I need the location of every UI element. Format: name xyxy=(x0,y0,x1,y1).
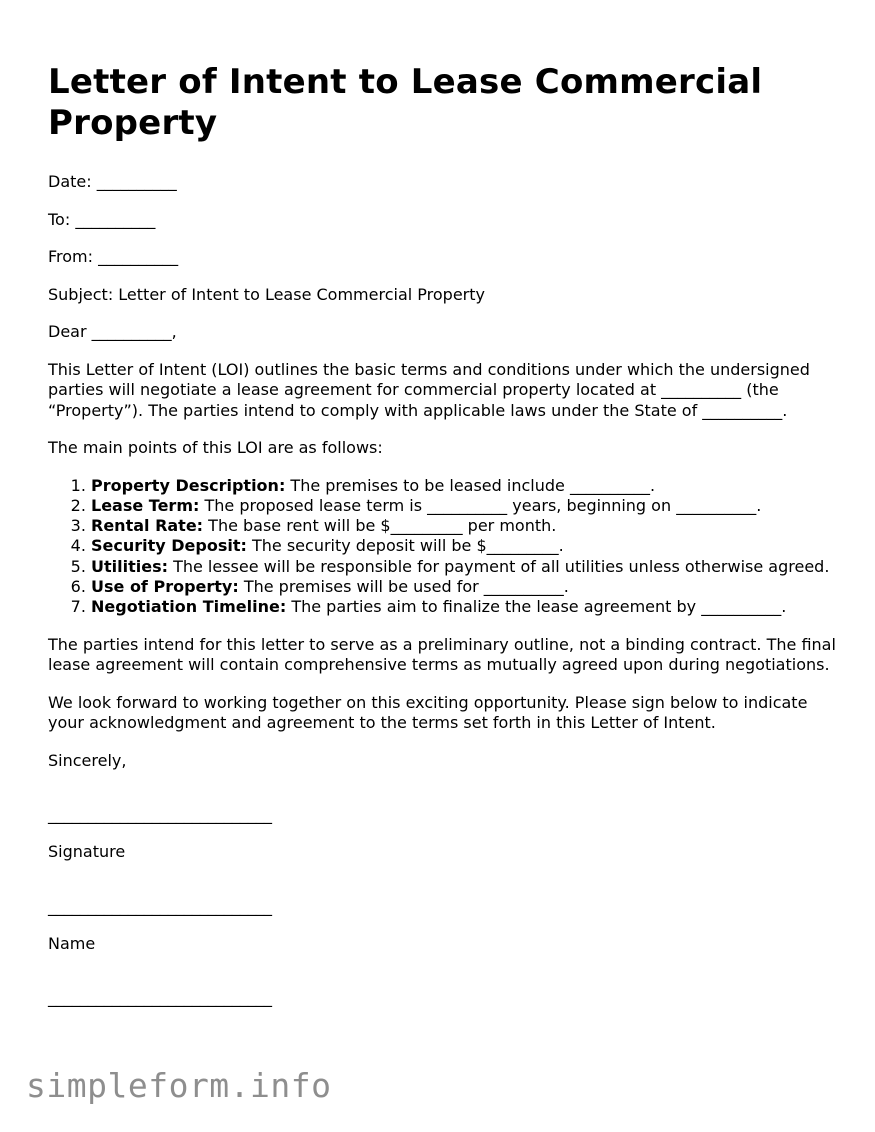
term-label: Rental Rate: xyxy=(91,516,204,536)
term-text: The security deposit will be $_________. xyxy=(246,536,564,556)
list-item xyxy=(91,577,838,597)
closing-paragraph-2: We look forward to working together on this exciting opportunity. Please sign below to indicate your acknowledgment and agreement to the terms set forth in this Letter of Intent. xyxy=(48,692,808,733)
list-item xyxy=(91,536,838,556)
date-field: Date: __________ xyxy=(48,172,177,191)
term-label: Property Description: xyxy=(91,475,286,495)
term-text: The lessee will be responsible for payment of all utilities unless otherwise agreed. xyxy=(168,556,830,576)
term-text: The parties aim to finalize the lease agreement by __________. xyxy=(286,597,787,617)
term-text: The premises to be leased include __________. xyxy=(285,475,656,495)
list-item xyxy=(91,557,838,577)
salutation: Dear __________, xyxy=(48,322,177,341)
term-label: Utilities: xyxy=(91,556,168,576)
list-item xyxy=(91,597,838,617)
name-blank: ____________________________ xyxy=(48,896,272,916)
term-label: Use of Property: xyxy=(91,576,239,596)
list-item xyxy=(91,496,838,516)
additional-blank: ____________________________ xyxy=(48,988,272,1008)
term-label: Security Deposit: xyxy=(91,536,247,556)
name-label: Name xyxy=(48,933,96,953)
term-text: The premises will be used for __________. xyxy=(238,576,569,596)
from-field: From: __________ xyxy=(48,247,179,266)
subject-line: Subject: Letter of Intent to Lease Commercial Property xyxy=(48,284,485,304)
list-item xyxy=(91,476,838,496)
closing-paragraph-1: The parties intend for this letter to serve as a preliminary outline, not a binding contract. The final lease agreement will contain comprehensive terms as mutually agreed upon during negotiations. xyxy=(48,634,836,675)
signature-label: Signature xyxy=(48,842,126,862)
terms-list xyxy=(48,476,838,618)
watermark: simpleform.info xyxy=(26,1066,332,1105)
sign-off: Sincerely, xyxy=(48,750,127,770)
points-intro: The main points of this LOI are as follows: xyxy=(48,438,383,457)
term-label: Negotiation Timeline: xyxy=(91,597,287,617)
list-item xyxy=(91,516,838,536)
term-text: The proposed lease term is __________ years, beginning on __________. xyxy=(199,495,762,515)
to-field: To: __________ xyxy=(48,209,156,229)
document-title: Letter of Intent to Lease Commercial Property xyxy=(48,62,763,143)
signature-blank: ____________________________ xyxy=(48,805,272,825)
term-text: The base rent will be $_________ per month. xyxy=(203,516,557,536)
term-label: Lease Term: xyxy=(91,495,200,515)
intro-paragraph: This Letter of Intent (LOI) outlines the basic terms and conditions under which the undersigned parties will negotiate a lease agreement for commercial property located at __________ (the “Property”). The parties intend to comply with applicable laws under the State of __________. xyxy=(48,359,810,420)
letter-document xyxy=(48,62,838,1008)
